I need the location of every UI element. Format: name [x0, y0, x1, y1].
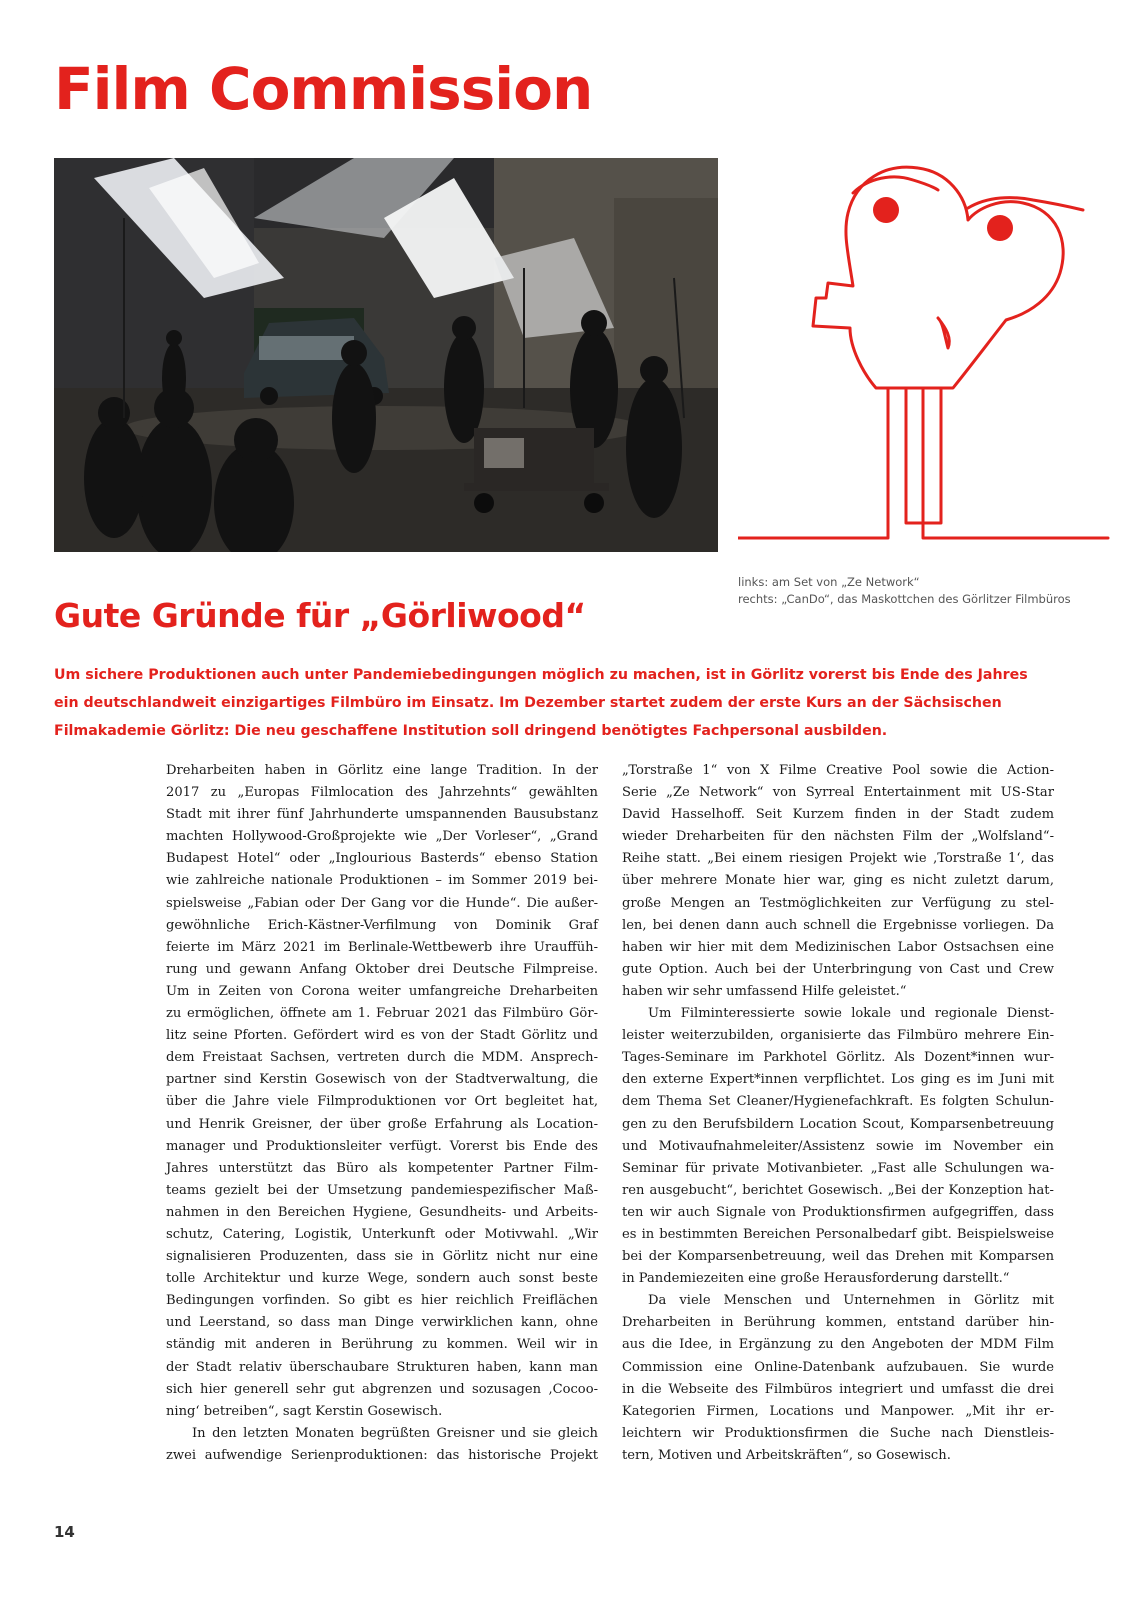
body-line: „Torstraße 1“ von X Filme Creative Pool sowie die Action- [622, 763, 1054, 778]
body-line: wieder Dreharbeiten für den nächsten Film der „Wolfsland“- [622, 829, 1054, 845]
cando-mascot-illustration [738, 158, 1126, 558]
body-line: in die Webseite des Filmbüros integriert und umfasst die drei [622, 1381, 1054, 1397]
body-line: wie zahlreiche nationale Produktionen – im Sommer 2019 bei- [166, 873, 598, 889]
body-line: sich hier generell sehr gut abgrenzen und sozusagen ‚Cocoo- [166, 1381, 598, 1397]
body-line: machten Hollywood-Großprojekte wie „Der Vorleser“, „Grand [166, 829, 598, 845]
body-line: David Hasselhoff. Seit Kurzem finden in der Stadt zudem [622, 807, 1054, 823]
body-line: Um in Zeiten von Corona weiter umfangreiche Dreharbeiten [166, 983, 598, 999]
body-line: ständig mit anderen in Berührung zu kommen. Weil wir in [166, 1337, 598, 1353]
page-number: 14 [54, 1523, 75, 1541]
image-caption [738, 574, 1071, 608]
body-line: der Stadt relativ überschaubare Strukturen haben, kann man [166, 1359, 598, 1375]
article-lead [54, 661, 1028, 745]
body-line: nahmen in den Bereichen Hygiene, Gesundheits- und Arbeits- [166, 1204, 598, 1220]
body-line: ren ausgebucht“, berichtet Gosewisch. „Bei der Konzeption hat- [622, 1182, 1054, 1198]
body-line: bei der Komparsenbetreuung, weil das Drehen mit Komparsen [622, 1249, 1054, 1265]
body-line: gute Option. Auch bei der Unterbringung von Cast und Crew [622, 961, 1054, 977]
body-line: Tages-Seminare im Parkhotel Görlitz. Als Dozent*innen wur- [622, 1050, 1054, 1066]
section-title: Film Commission [54, 55, 593, 123]
body-line: große Mengen an Testmöglichkeiten zur Verfügung zu stel- [622, 895, 1054, 911]
body-line: leister weiterzubilden, organisierte das Filmbüro mehrere Ein- [622, 1028, 1054, 1044]
body-line: tern, Motiven und Arbeitskräften“, so Gosewisch. [622, 1447, 951, 1463]
caption-line: rechts: „CanDo“, das Maskottchen des Görlitzer Filmbüros [738, 592, 1071, 606]
body-line: den externe Expert*innen verpflichtet. Los ging es im Juni mit [622, 1072, 1054, 1088]
body-line: dem Thema Set Cleaner/Hygienefachkraft. Es folgten Schulun- [622, 1094, 1054, 1110]
body-line: Um Filminteressierte sowie lokale und regionale Dienst- [648, 1006, 1054, 1022]
body-line: Dreharbeiten in Berührung kommen, entstand darüber hin- [622, 1315, 1054, 1331]
body-line: ning‘ betreiben“, sagt Kerstin Gosewisch. [166, 1403, 443, 1419]
body-line: und Henrik Greisner, der über große Erfahrung als Location- [166, 1116, 598, 1132]
body-line: manager und Produktionsleiter verfügt. Vorerst bis Ende des [166, 1138, 598, 1154]
body-line: partner sind Kerstin Gosewisch von der Stadtverwaltung, die [166, 1072, 598, 1088]
lead-line: Um sichere Produktionen auch unter Pandemiebedingungen möglich zu machen, ist in Görlitz vorerst bis Ende des Jahres [54, 667, 1028, 683]
body-line: Dreharbeiten haben in Görlitz eine lange Tradition. In der [166, 763, 598, 778]
body-line: spielsweise „Fabian oder Der Gang vor die Hunde“. Die außer- [166, 895, 598, 911]
body-line: In den letzten Monaten begrüßten Greisner und sie gleich [192, 1425, 598, 1441]
body-line: teams gezielt bei der Umsetzung pandemiespezifischer Maß- [166, 1182, 598, 1198]
body-line: ten wir auch Signale von Produktionsfirmen aufgegriffen, dass [622, 1204, 1054, 1220]
article-headline: Gute Gründe für „Görliwood“ [54, 596, 586, 635]
body-line: leichtern wir Produktionsfirmen die Suche nach Dienstleis- [622, 1425, 1054, 1441]
body-line: gewöhnliche Erich-Kästner-Verfilmung von Dominik Graf [166, 917, 598, 933]
body-line: haben wir hier mit dem Medizinischen Labor Ostsachsen eine [622, 939, 1054, 955]
body-line: Jahres unterstützt das Büro als kompetenter Partner Film- [166, 1160, 598, 1176]
lead-line: Filmakademie Görlitz: Die neu geschaffene Institution soll dringend benötigtes Fachpersonal ausbilden. [54, 723, 888, 739]
body-line: Commission eine Online-Datenbank aufzubauen. Sie wurde [622, 1359, 1054, 1375]
body-line: schutz, Catering, Logistik, Unterkunft oder Motivwahl. „Wir [166, 1226, 598, 1242]
body-line: signalisieren Produzenten, dass sie in Görlitz nicht nur eine [166, 1249, 598, 1265]
body-line: 2017 zu „Europas Filmlocation des Jahrzehnts“ gewählten [166, 785, 598, 801]
body-line: haben wir sehr umfassend Hilfe geleistet.“ [622, 983, 907, 999]
body-column-right [622, 760, 1054, 1467]
body-line: Reihe statt. „Bei einem riesigen Projekt wie ‚Torstraße 1‘, das [622, 851, 1054, 867]
body-line: Seminar für private Motivanbieter. „Fast alle Schulungen wa- [622, 1160, 1054, 1176]
body-line: rung und gewann Anfang Oktober drei Deutsche Filmpreise. [166, 961, 598, 977]
body-line: und Motivaufnahmeleiter/Assistenz sowie im November ein [622, 1138, 1054, 1154]
body-line: len, bei denen dann auch schnell die Ergebnisse vorliegen. Da [622, 917, 1054, 933]
body-line: feierte im März 2021 im Berlinale-Wettbewerb ihre Urauffüh- [166, 939, 598, 955]
body-line: es in bestimmten Bereichen Personalbedarf gibt. Beispielsweise [622, 1226, 1054, 1242]
body-line: Da viele Menschen und Unternehmen in Görlitz mit [648, 1293, 1054, 1309]
body-line: Bedingungen vorfinden. So gibt es hier reichlich Freiflächen [166, 1293, 598, 1309]
film-set-photo [54, 158, 718, 552]
body-line: tolle Architektur und kurze Wege, sondern auch sonst beste [166, 1271, 598, 1287]
body-line: Serie „Ze Network“ von Syrreal Entertainment mit US-Star [622, 785, 1054, 801]
body-line: in Pandemiezeiten eine große Herausforderung darstellt.“ [622, 1271, 1010, 1287]
body-line: über mehrere Monate hier war, ging es nicht zuletzt darum, [622, 873, 1054, 889]
body-line: litz seine Pforten. Gefördert wird es von der Stadt Görlitz und [166, 1028, 598, 1044]
body-line: Kategorien Firmen, Locations und Manpower. „Mit ihr er- [622, 1403, 1054, 1419]
lead-line: ein deutschlandweit einzigartiges Filmbüro im Einsatz. Im Dezember startet zudem der erste Kurs an der Sächsischen [54, 695, 1002, 711]
body-line: zwei aufwendige Serienproduktionen: das historische Projekt [166, 1447, 598, 1463]
body-line: gen zu den Berufsbildern Location Scout, Komparsenbetreuung [622, 1116, 1054, 1132]
body-line: und Leerstand, so dass man Dinge verwirklichen kann, ohne [166, 1315, 598, 1331]
body-line: aus die Idee, in Ergänzung zu den Angeboten der MDM Film [622, 1337, 1054, 1353]
body-line: zu ermöglichen, öffnete am 1. Februar 2021 das Filmbüro Gör- [166, 1006, 598, 1022]
body-column-left [166, 760, 598, 1467]
body-line: Stadt mit ihrer fünf Jahrhunderte umspannenden Bausubstanz [166, 807, 598, 823]
body-line: dem Freistaat Sachsen, vertreten durch die MDM. Ansprech- [166, 1050, 598, 1066]
body-line: über die Jahre viele Filmproduktionen vor Ort begleitet hat, [166, 1094, 598, 1110]
caption-line: links: am Set von „Ze Network“ [738, 575, 920, 589]
film-set-illustration [54, 158, 718, 552]
body-line: Budapest Hotel“ oder „Inglourious Basterds“ ebenso Station [166, 851, 598, 867]
